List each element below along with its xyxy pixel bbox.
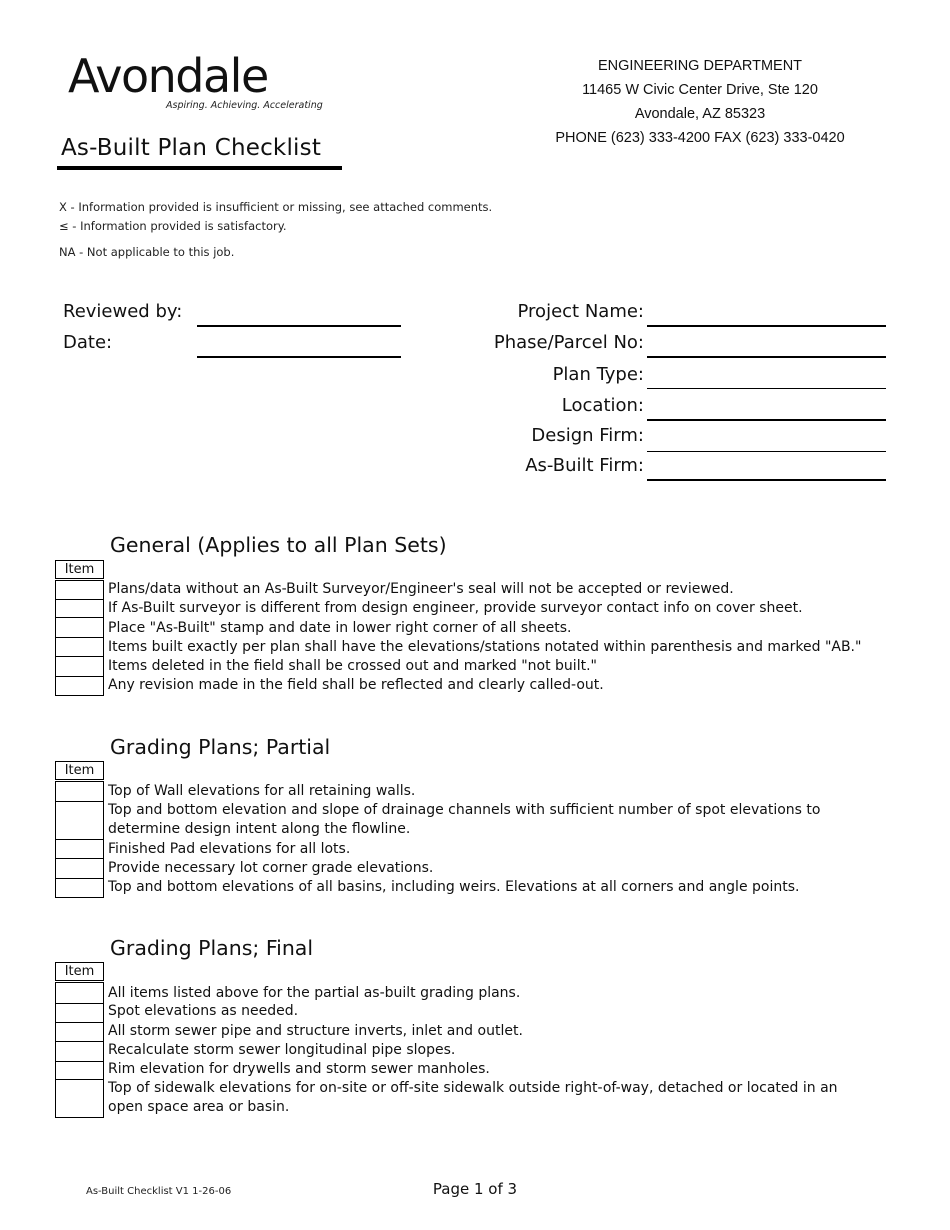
department-address-block [530,54,870,150]
item-checkbox[interactable] [55,1003,104,1023]
project-name-label: Project Name: [517,301,644,322]
item-checkbox[interactable] [55,1023,104,1042]
item-checkbox[interactable] [55,879,104,898]
item-column-header: Item [55,962,104,981]
checklist-item-text: Top and bottom elevation and slope of drainage channels with sufficient number of spot elevations to determine design intent along the flowline. [108,802,821,837]
item-checkbox[interactable] [55,1080,104,1118]
location-label: Location: [561,395,644,416]
item-checkbox[interactable] [55,580,104,600]
checklist-item-text: Top and bottom elevations of all basins, including weirs. Elevations at all corners and angle points. [108,879,800,895]
checklist-item-text: All storm sewer pipe and structure inverts, inlet and outlet. [108,1023,523,1039]
reviewed-by-label: Reviewed by: [63,301,183,322]
legend-satisfactory: ≤ - Information provided is satisfactory. [59,219,287,233]
checklist-item-text: Plans/data without an As-Built Surveyor/Engineer's seal will not be accepted or reviewed. [108,581,734,597]
phase-parcel-label: Phase/Parcel No: [493,332,644,353]
location-field[interactable] [647,419,886,421]
checklist-item-text: Finished Pad elevations for all lots. [108,841,351,857]
department-phone-fax: PHONE (623) 333-4200 FAX (623) 333-0420 [555,130,845,146]
legend-na: NA - Not applicable to this job. [59,245,235,259]
item-checkbox[interactable] [55,982,104,1004]
item-column-header: Item [55,761,104,780]
design-firm-field[interactable] [647,451,886,452]
as-built-firm-field[interactable] [647,479,886,481]
page-title: As-Built Plan Checklist [61,135,322,161]
date-label: Date: [63,332,113,353]
checklist-item-text: Provide necessary lot corner grade elevations. [108,860,434,876]
checklist-item-text: Place "As-Built" stamp and date in lower right corner of all sheets. [108,620,572,636]
logo-tagline: Aspiring. Achieving. Accelerating [166,100,323,111]
project-name-field[interactable] [647,325,886,327]
title-underline [57,166,342,170]
item-checkbox[interactable] [55,859,104,879]
department-address-line1: 11465 W Civic Center Drive, Ste 120 [582,82,818,98]
department-address-line2: Avondale, AZ 85323 [634,106,766,122]
plan-type-field[interactable] [647,388,886,389]
phase-parcel-field[interactable] [647,356,886,358]
checklist-item-text: All items listed above for the partial as-built grading plans. [108,985,521,1001]
item-checkbox[interactable] [55,618,104,638]
as-built-firm-label: As-Built Firm: [525,455,644,476]
legend-x: X - Information provided is insufficient or missing, see attached comments. [59,200,493,214]
item-checkbox[interactable] [55,1062,104,1080]
item-checkbox[interactable] [55,599,104,618]
checklist-item-text: Items deleted in the field shall be crossed out and marked "not built." [108,658,597,674]
date-field[interactable] [197,356,401,358]
checklist-item-text: Any revision made in the field shall be reflected and clearly called-out. [108,677,604,693]
checklist-item-text: Recalculate storm sewer longitudinal pipe slopes. [108,1042,456,1058]
checklist-item-text: If As-Built surveyor is different from design engineer, provide surveyor contact info on cover sheet. [108,600,803,616]
document-version: As-Built Checklist V1 1-26-06 [86,1186,232,1197]
item-checkbox[interactable] [55,638,104,657]
checklist-item-text: Rim elevation for drywells and storm sewer manholes. [108,1061,490,1077]
avondale-logo [68,49,323,120]
department-name: ENGINEERING DEPARTMENT [597,58,803,74]
item-checkbox[interactable] [55,657,104,677]
item-checkbox[interactable] [55,1042,104,1062]
checklist-item-text: Spot elevations as needed. [108,1003,299,1019]
plan-type-label: Plan Type: [552,364,644,385]
reviewed-by-field[interactable] [197,325,401,327]
section-title-general: General (Applies to all Plan Sets) [110,533,447,557]
item-checkbox[interactable] [55,801,104,840]
section-title-grading-partial: Grading Plans; Partial [110,735,331,759]
checklist-item-text: Top of sidewalk elevations for on-site or off-site sidewalk outside right-of-way, detached or located in an open space area or basin. [108,1080,838,1115]
checklist-item-text: Items built exactly per plan shall have the elevations/stations notated within parenthesis and marked "AB." [108,639,862,655]
checklist-item-text: Top of Wall elevations for all retaining walls. [108,783,416,799]
item-column-header: Item [55,560,104,579]
logo-wordmark: Avondale [68,49,268,103]
design-firm-label: Design Firm: [531,425,644,446]
item-checkbox[interactable] [55,781,104,802]
item-checkbox[interactable] [55,677,104,696]
page-number: Page 1 of 3 [432,1180,518,1198]
section-title-grading-final: Grading Plans; Final [110,936,314,960]
item-checkbox[interactable] [55,840,104,859]
